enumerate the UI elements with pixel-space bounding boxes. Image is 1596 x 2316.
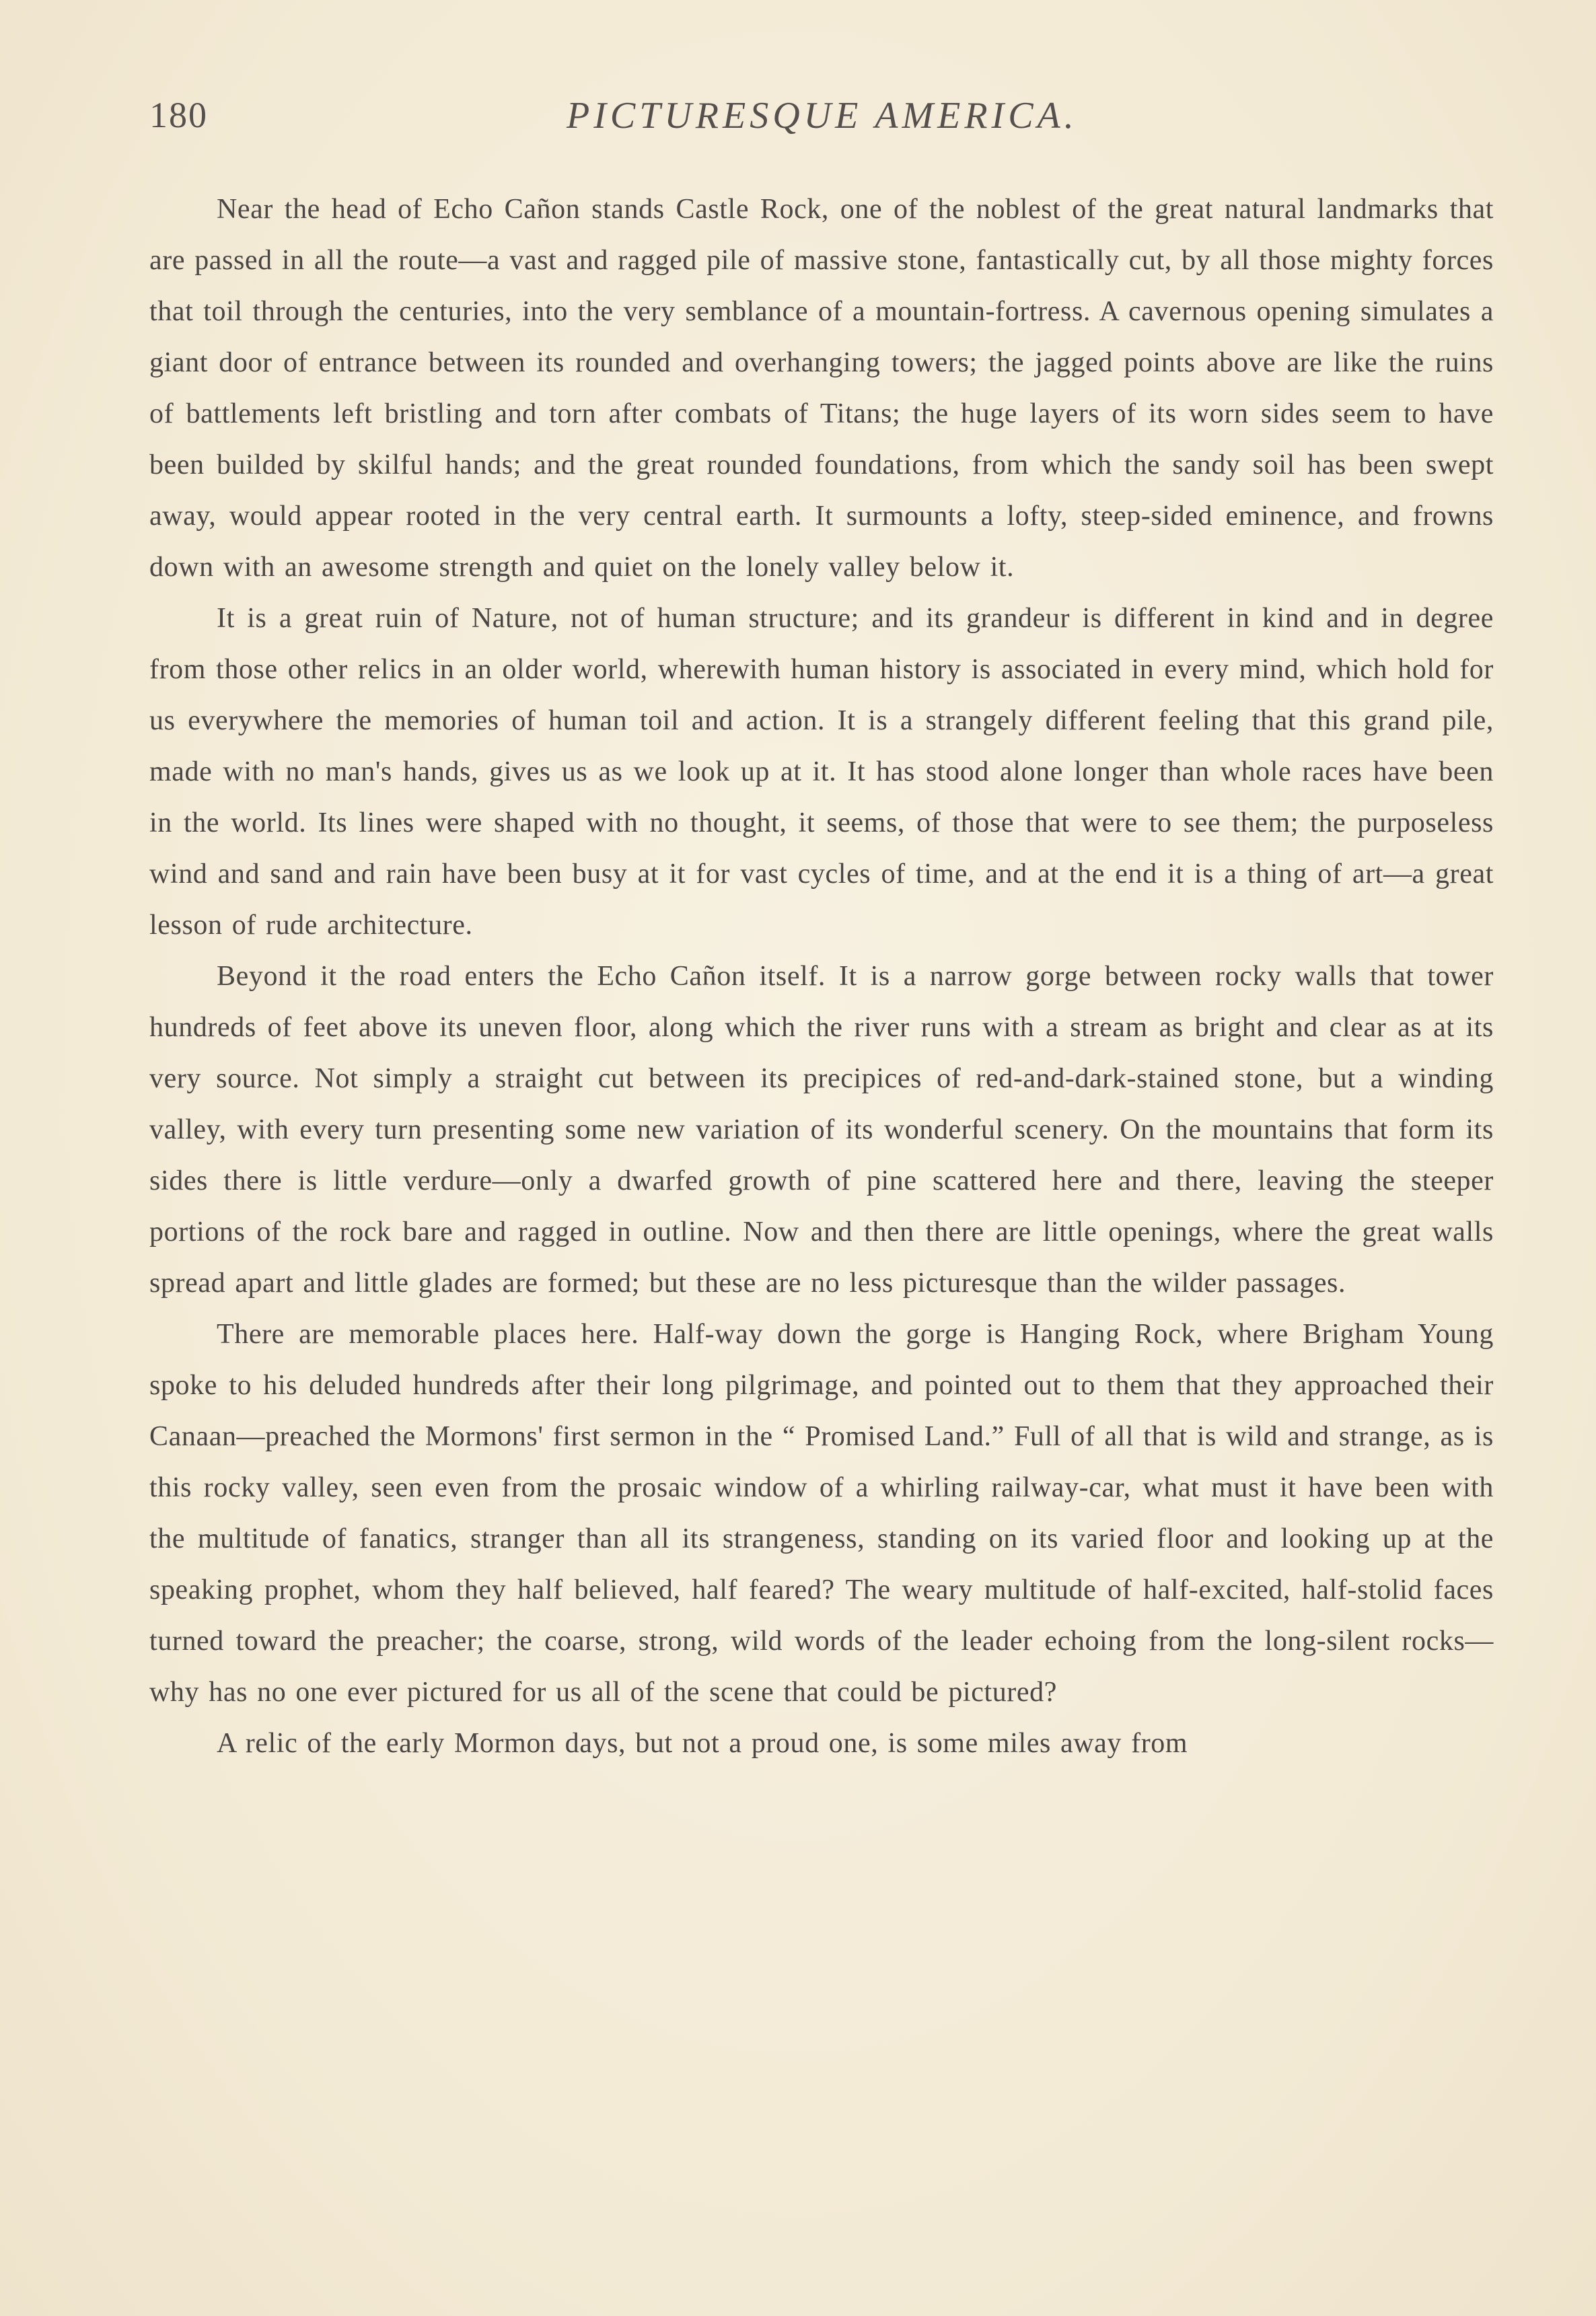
paragraph-mormon-relic: A relic of the early Mormon days, but not a proud one, is some miles away from — [217, 1728, 1188, 1759]
paragraph-echo-canon: Beyond it the road enters the Echo Cañon itself. It is a narrow gorge between rocky walls that tower hundreds of feet above its uneven floor, along which the river runs with a stream as bright and clear as at its very source. Not simply a straight cut between its precipices of red-and-dark-stained stone, but a winding valley, with every turn presenting some new variation of its wonderful scenery. On the mountains that form its sides there is little verdure—only a dwarfed growth of pine scattered here and there, leaving the steeper portions of the rock bare and ragged in outline. Now and then there are little openings, where the great walls spread apart and little glades are formed; but these are no less picturesque than the wilder passages. — [149, 961, 1494, 1299]
paragraph-ruin-of-nature: It is a great ruin of Nature, not of human structure; and its grandeur is different in kind and in degree from those other relics in an older world, wherewith human history is associated in every mind, which hold for us everywhere the memories of human toil and action. It is a strangely different feeling that this grand pile, made with no man's hands, gives us as we look up at it. It has stood alone longer than whole races have been in the world. Its lines were shaped with no thought, it seems, of those that were to see them; the purposeless wind and sand and rain have been busy at it for vast cycles of time, and at the end it is a thing of art—a great lesson of rude architecture. — [149, 603, 1494, 941]
paragraph-hanging-rock: There are memorable places here. Half-way down the gorge is Hanging Rock, where Brigham Young spoke to his deluded hundreds after their long pilgrimage, and pointed out to them that they approached their Canaan—preached the Mormons' first sermon in the “ Promised Land.” Full of all that is wild and strange, as is this rocky valley, seen even from the prosaic window of a whirling railway-car, what must it have been with the multitude of fanatics, stranger than all its strangeness, standing on its varied floor and looking up at the speaking prophet, whom they half believed, half feared? The weary multitude of half-excited, half-stolid faces turned toward the preacher; the coarse, strong, wild words of the leader echoing from the long-silent rocks—why has no one ever pictured for us all of the scene that could be pictured? — [149, 1319, 1494, 1708]
page-number: 180 — [149, 95, 208, 135]
running-title: PICTURESQUE AMERICA. — [567, 95, 1078, 137]
page-header — [149, 94, 1487, 148]
paragraph-castle-rock: Near the head of Echo Cañon stands Castle Rock, one of the noblest of the great natural landmarks that are passed in all the route—a vast and ragged pile of massive stone, fantastically cut, by all those mighty forces that toil through the centuries, into the very semblance of a mountain-fortress. A cavernous opening simulates a giant door of entrance between its rounded and overhanging towers; the jagged points above are like the ruins of battlements left bristling and torn after combats of Titans; the huge layers of its worn sides seem to have been builded by skilful hands; and the great rounded foundations, from which the sandy soil has been swept away, would appear rooted in the very central earth. It surmounts a lofty, steep-sided eminence, and frowns down with an awesome strength and quiet on the lonely valley below it. — [149, 194, 1494, 583]
body-text — [149, 184, 1494, 1769]
